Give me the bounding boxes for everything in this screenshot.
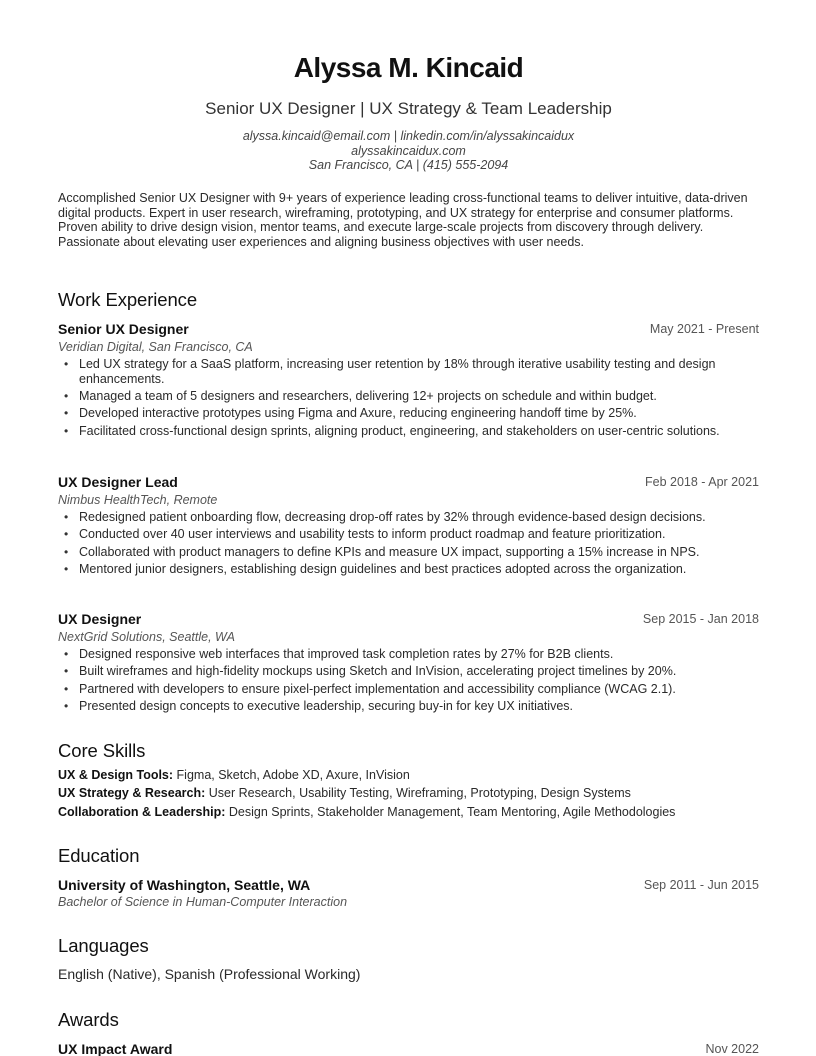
job-bullet: • Managed a team of 5 designers and researchers, delivering 12+ projects on schedule and within budget.: [58, 389, 759, 404]
candidate-name: Alyssa M. Kincaid: [293, 52, 524, 83]
job-bullet: • Built wireframes and high-fidelity mockups using Sketch and InVision, accelerating project timelines by 20%.: [58, 664, 759, 679]
job-bullet: • Facilitated cross-functional design sprints, aligning product, engineering, and stakeholders on user-centric solutions.: [58, 424, 759, 439]
skill-label: Collaboration & Leadership:: [58, 805, 226, 819]
job-dates: Sep 2015 - Jan 2018: [642, 612, 759, 626]
job-title: Senior UX Designer: [58, 321, 189, 337]
job-entry: [58, 474, 759, 580]
skill-value: Design Sprints, Stakeholder Management, Team Mentoring, Agile Methodologies: [228, 805, 676, 819]
skill-line: [58, 786, 631, 800]
section-title-awards: Awards: [58, 1009, 119, 1030]
languages-list: English (Native), Spanish (Professional Working): [58, 966, 361, 982]
job-dates: Feb 2018 - Apr 2021: [645, 475, 759, 489]
job-bullets: [58, 510, 759, 577]
section-title-education: Education: [58, 845, 140, 866]
headline: Senior UX Designer | UX Strategy & Team Leadership: [205, 99, 612, 118]
skill-value: Figma, Sketch, Adobe XD, Axure, InVision: [176, 768, 410, 782]
education-school: University of Washington, Seattle, WA: [58, 877, 311, 893]
job-entry: [58, 611, 759, 717]
award-name: UX Impact Award: [58, 1041, 173, 1056]
job-company: NextGrid Solutions, Seattle, WA: [58, 630, 235, 644]
job-bullets: [58, 647, 759, 714]
job-entry: [58, 321, 759, 441]
skill-label: UX Strategy & Research:: [58, 786, 206, 800]
job-bullet: • Designed responsive web interfaces that improved task completion rates by 27% for B2B clients.: [58, 647, 759, 662]
section-title-core-skills: Core Skills: [58, 740, 146, 761]
job-company: Nimbus HealthTech, Remote: [58, 493, 218, 507]
job-bullet: • Conducted over 40 user interviews and usability tests to inform product roadmap and feature prioritization.: [58, 527, 759, 542]
job-bullet: • Mentored junior designers, establishing design guidelines and best practices adopted across the organization.: [58, 562, 759, 577]
job-title: UX Designer Lead: [58, 474, 178, 490]
professional-summary: Accomplished Senior UX Designer with 9+ years of experience leading cross-functional teams to deliver intuitive, data-driven digital products. Expert in user research, wireframing, prototyping, and UX strategy for enterprise and consumer platforms. Proven ability to drive design vision, mentor teams, and execute large-scale projects from discovery through delivery. Passionate about elevating user experiences and aligning business objectives with user needs.: [58, 191, 748, 250]
contact-email-linkedin[interactable]: alyssa.kincaid@email.com | linkedin.com/in/alyssakincaidux: [242, 129, 575, 143]
section-title-work-experience: Work Experience: [58, 289, 198, 310]
skill-label: UX & Design Tools:: [58, 768, 174, 782]
job-bullet: • Led UX strategy for a SaaS platform, increasing user retention by 18% through iterative usability testing and design enhancements.: [58, 357, 759, 386]
skill-line: [58, 768, 410, 782]
skill-line: [58, 805, 675, 819]
education-degree: Bachelor of Science in Human-Computer Interaction: [58, 895, 348, 909]
job-bullet: • Developed interactive prototypes using Figma and Axure, reducing engineering handoff time by 25%.: [58, 406, 759, 421]
contact-location-phone: San Francisco, CA | (415) 555-2094: [308, 158, 509, 172]
job-dates: May 2021 - Present: [649, 322, 759, 336]
education-dates: Sep 2011 - Jun 2015: [643, 878, 759, 892]
job-company: Veridian Digital, San Francisco, CA: [58, 340, 253, 354]
skill-value: User Research, Usability Testing, Wireframing, Prototyping, Design Systems: [208, 786, 631, 800]
job-title: UX Designer: [58, 611, 142, 627]
contact-website[interactable]: alyssakincaidux.com: [351, 144, 466, 158]
job-bullet: • Presented design concepts to executive leadership, securing buy-in for key UX initiatives.: [58, 699, 759, 714]
job-bullet: • Redesigned patient onboarding flow, decreasing drop-off rates by 32% through evidence-based design decisions.: [58, 510, 759, 525]
job-bullet: • Collaborated with product managers to define KPIs and measure UX impact, supporting a 15% increase in NPS.: [58, 545, 759, 560]
section-title-languages: Languages: [58, 935, 149, 956]
job-bullets: [58, 357, 759, 438]
award-date: Nov 2022: [705, 1042, 759, 1056]
job-bullet: • Partnered with developers to ensure pixel-perfect implementation and accessibility compliance (WCAG 2.1).: [58, 682, 759, 697]
